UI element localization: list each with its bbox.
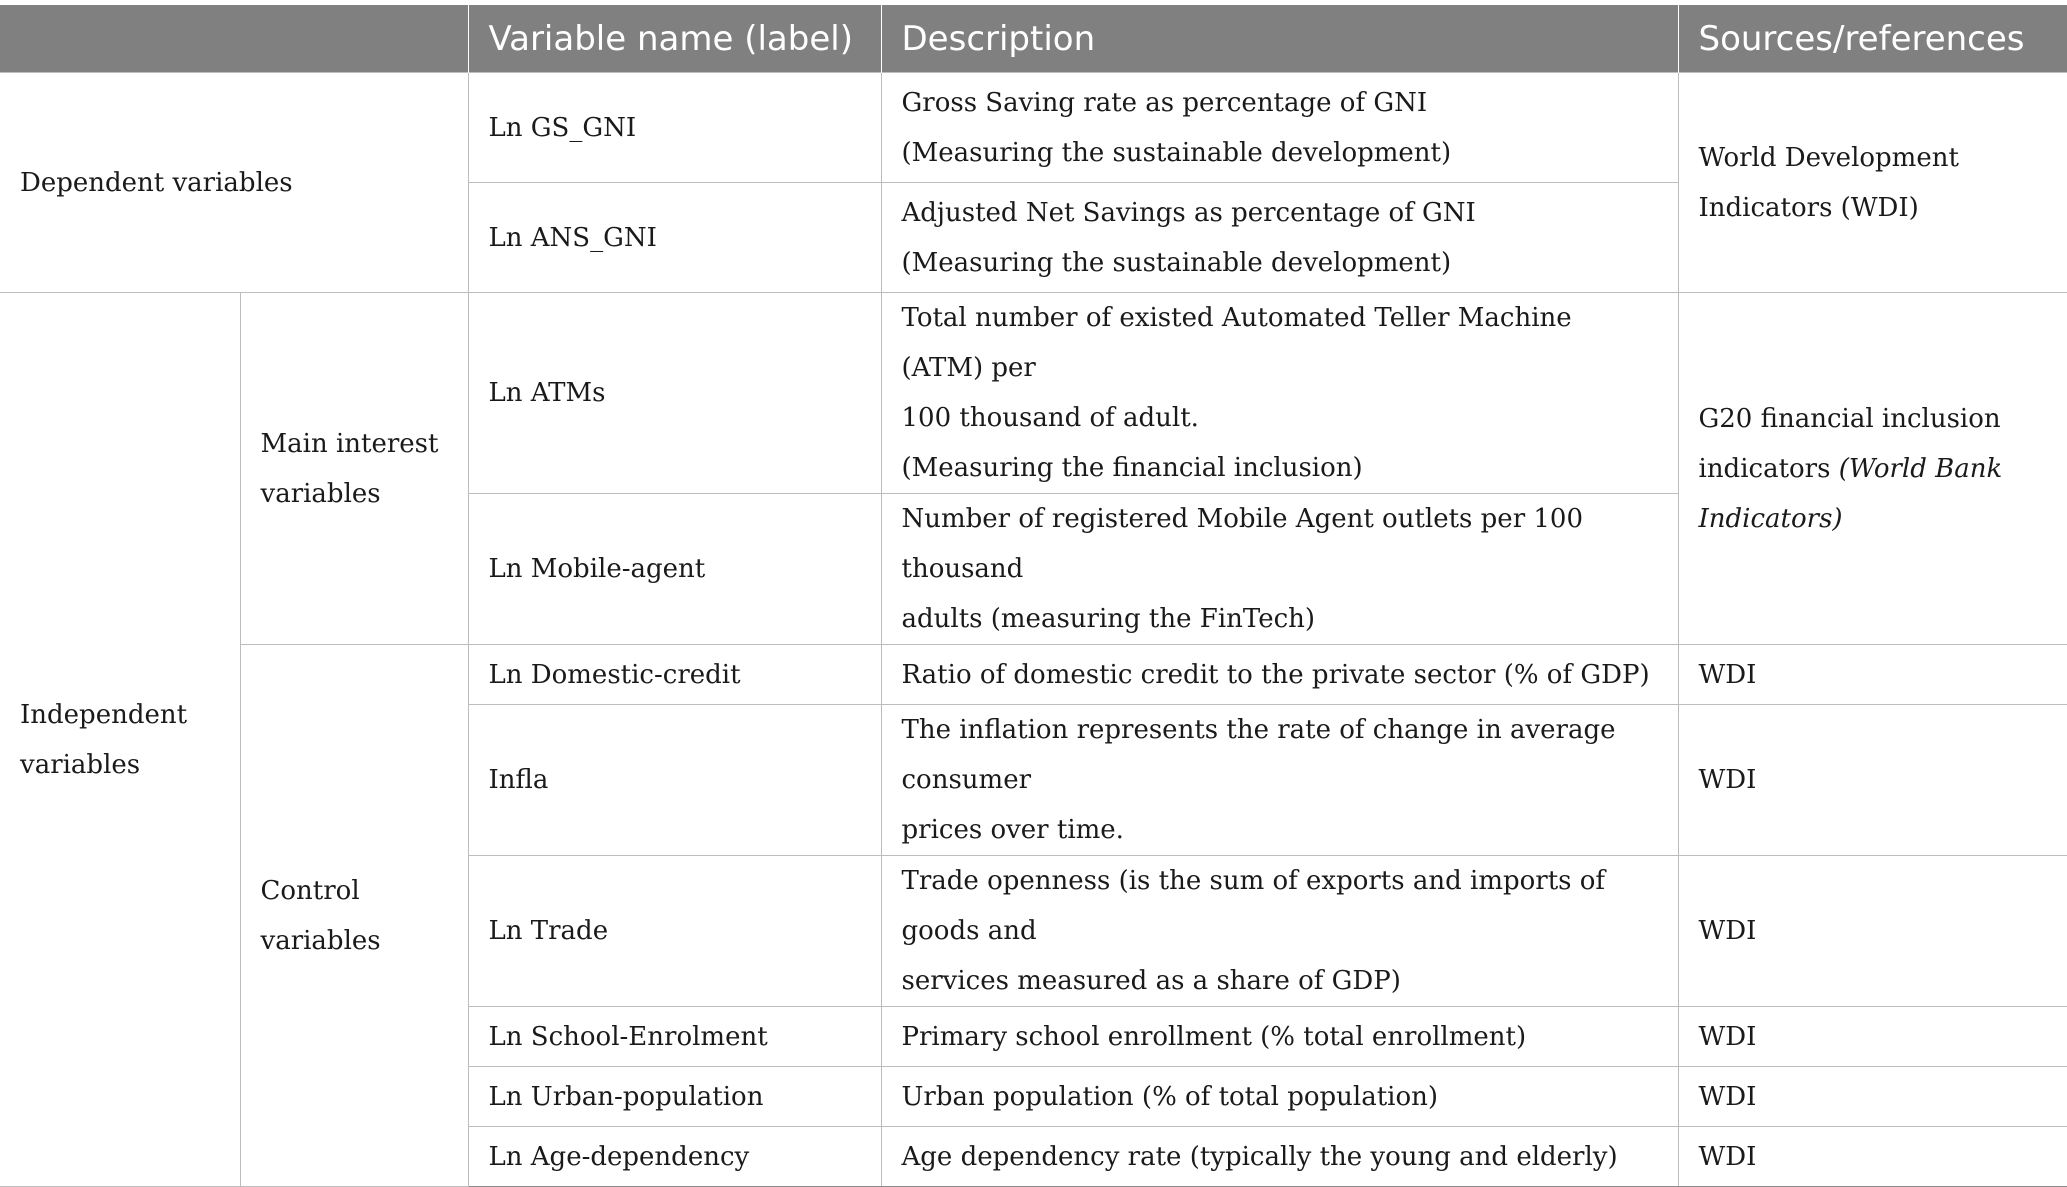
- variable-description: [881, 494, 1678, 645]
- source-cell: [1678, 73, 2067, 293]
- description-line: Total number of existed Automated Teller Machine (ATM) per: [901, 303, 1572, 383]
- description-line: services measured as a share of GDP): [901, 966, 1401, 996]
- variable-description: [881, 856, 1678, 1007]
- header-group: [0, 5, 468, 73]
- source-cell: WDI: [1678, 856, 2067, 1007]
- variable-description: [881, 705, 1678, 856]
- variable-name: Ln Mobile-agent: [468, 494, 881, 645]
- variable-name: Ln ATMs: [468, 293, 881, 494]
- subgroup-label-control: Control variables: [240, 645, 468, 1187]
- table-row: [0, 645, 2067, 705]
- source-wdi-full: World Development Indicators (WDI): [1698, 142, 1959, 223]
- source-g20-italic: (World Bank Indicators): [1698, 453, 2003, 534]
- variable-name: Ln Domestic-credit: [468, 645, 881, 705]
- description-line: Gross Saving rate as percentage of GNI: [901, 87, 1428, 118]
- source-cell: WDI: [1678, 645, 2067, 705]
- variable-name: Ln Age-dependency: [468, 1127, 881, 1187]
- description-line: (Measuring the financial inclusion): [901, 453, 1363, 483]
- variable-description: Ratio of domestic credit to the private sector (% of GDP): [881, 645, 1678, 705]
- variable-name: Ln GS_GNI: [468, 73, 881, 183]
- variable-description: [881, 73, 1678, 183]
- variable-name: Ln School-Enrolment: [468, 1007, 881, 1067]
- variable-description: Urban population (% of total population): [881, 1067, 1678, 1127]
- source-g20: G20 financial inclusion indicators: [1698, 403, 2001, 484]
- table-row: [0, 73, 2067, 183]
- variable-name: Ln ANS_GNI: [468, 183, 881, 293]
- description-line: Trade openness (is the sum of exports and imports of goods and: [901, 866, 1606, 946]
- table-row: [0, 293, 2067, 494]
- source-cell: WDI: [1678, 1127, 2067, 1187]
- source-cell: WDI: [1678, 705, 2067, 856]
- description-line: adults (measuring the FinTech): [901, 604, 1316, 634]
- header-description: Description: [881, 5, 1678, 73]
- description-line: The inflation represents the rate of change in average consumer: [901, 715, 1616, 795]
- description-line: prices over time.: [901, 815, 1124, 845]
- header-sources: Sources/references: [1678, 5, 2067, 73]
- variables-table: [0, 5, 2067, 1187]
- description-line: (Measuring the sustainable development): [901, 137, 1452, 168]
- group-label-independent: Independent variables: [0, 293, 240, 1187]
- group-label-dependent: Dependent variables: [0, 73, 468, 293]
- header-row: [0, 5, 2067, 73]
- variable-description: Primary school enrollment (% total enrollment): [881, 1007, 1678, 1067]
- source-cell: WDI: [1678, 1007, 2067, 1067]
- description-line: (Measuring the sustainable development): [901, 247, 1452, 278]
- description-line: Adjusted Net Savings as percentage of GNI: [901, 197, 1476, 228]
- source-cell: [1678, 293, 2067, 645]
- variable-name: Ln Urban-population: [468, 1067, 881, 1127]
- header-variable-name: Variable name (label): [468, 5, 881, 73]
- variable-description: [881, 183, 1678, 293]
- variable-description: [881, 293, 1678, 494]
- variable-description: Age dependency rate (typically the young and elderly): [881, 1127, 1678, 1187]
- variable-name: Ln Trade: [468, 856, 881, 1007]
- description-line: Number of registered Mobile Agent outlets per 100 thousand: [901, 504, 1584, 584]
- description-line: 100 thousand of adult.: [901, 403, 1199, 433]
- subgroup-label-main-interest: Main interest variables: [240, 293, 468, 645]
- variable-name: Infla: [468, 705, 881, 856]
- source-cell: WDI: [1678, 1067, 2067, 1127]
